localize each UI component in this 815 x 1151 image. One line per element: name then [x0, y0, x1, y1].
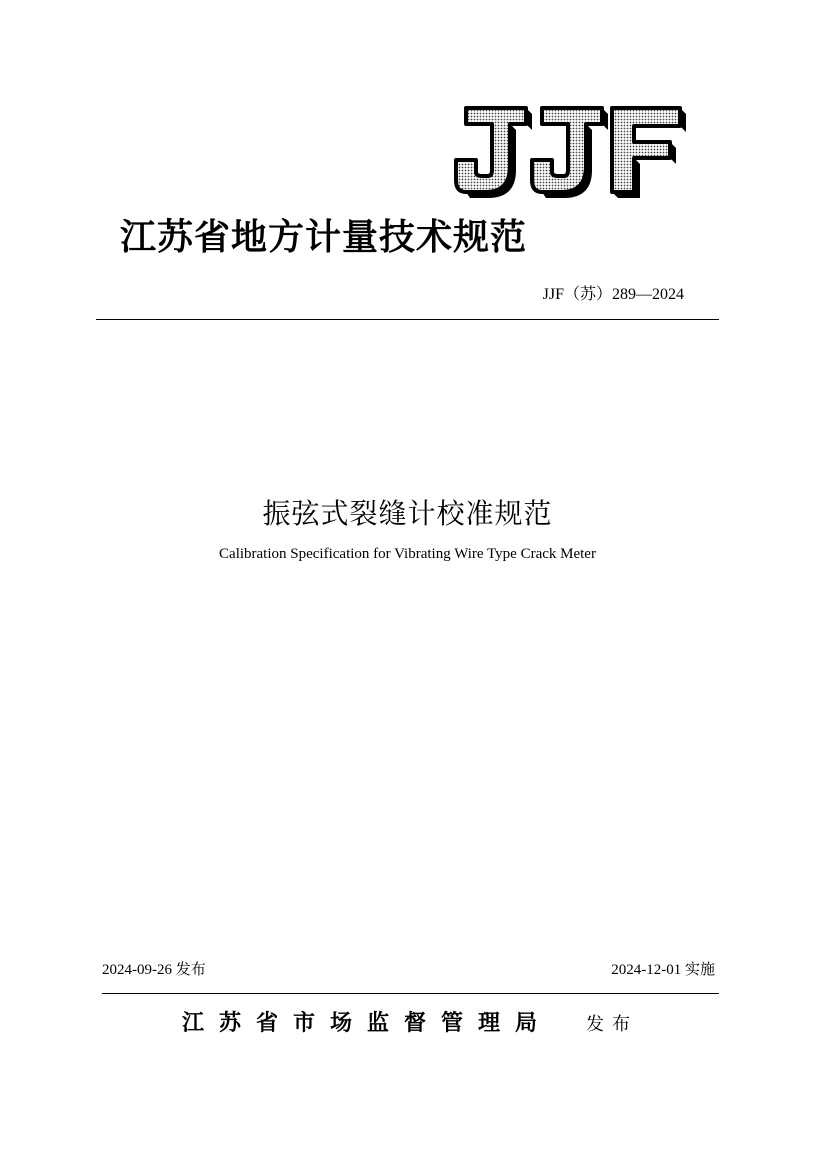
issuer-name: 江苏省市场监督管理局	[182, 1011, 553, 1036]
issue-date: 2024-09-26 发布	[102, 962, 206, 978]
effective-date: 2024-12-01 实施	[611, 962, 715, 978]
bottom-divider	[102, 993, 719, 994]
logo-letter-f	[612, 108, 686, 198]
issuer-suffix: 发布	[586, 1014, 638, 1035]
document-code: JJF（苏）289—2024	[542, 286, 684, 303]
top-divider	[96, 319, 719, 320]
jjf-logo	[452, 100, 688, 200]
logo-letter-j2	[532, 108, 608, 198]
title-chinese: 振弦式裂缝计校准规范	[262, 497, 553, 530]
logo-letter-j1	[456, 108, 532, 198]
title-english: Calibration Specification for Vibrating Wire Type Crack Meter	[219, 546, 596, 562]
org-title: 江苏省地方计量技术规范	[120, 217, 528, 258]
jjf-logo-icon	[452, 100, 688, 200]
